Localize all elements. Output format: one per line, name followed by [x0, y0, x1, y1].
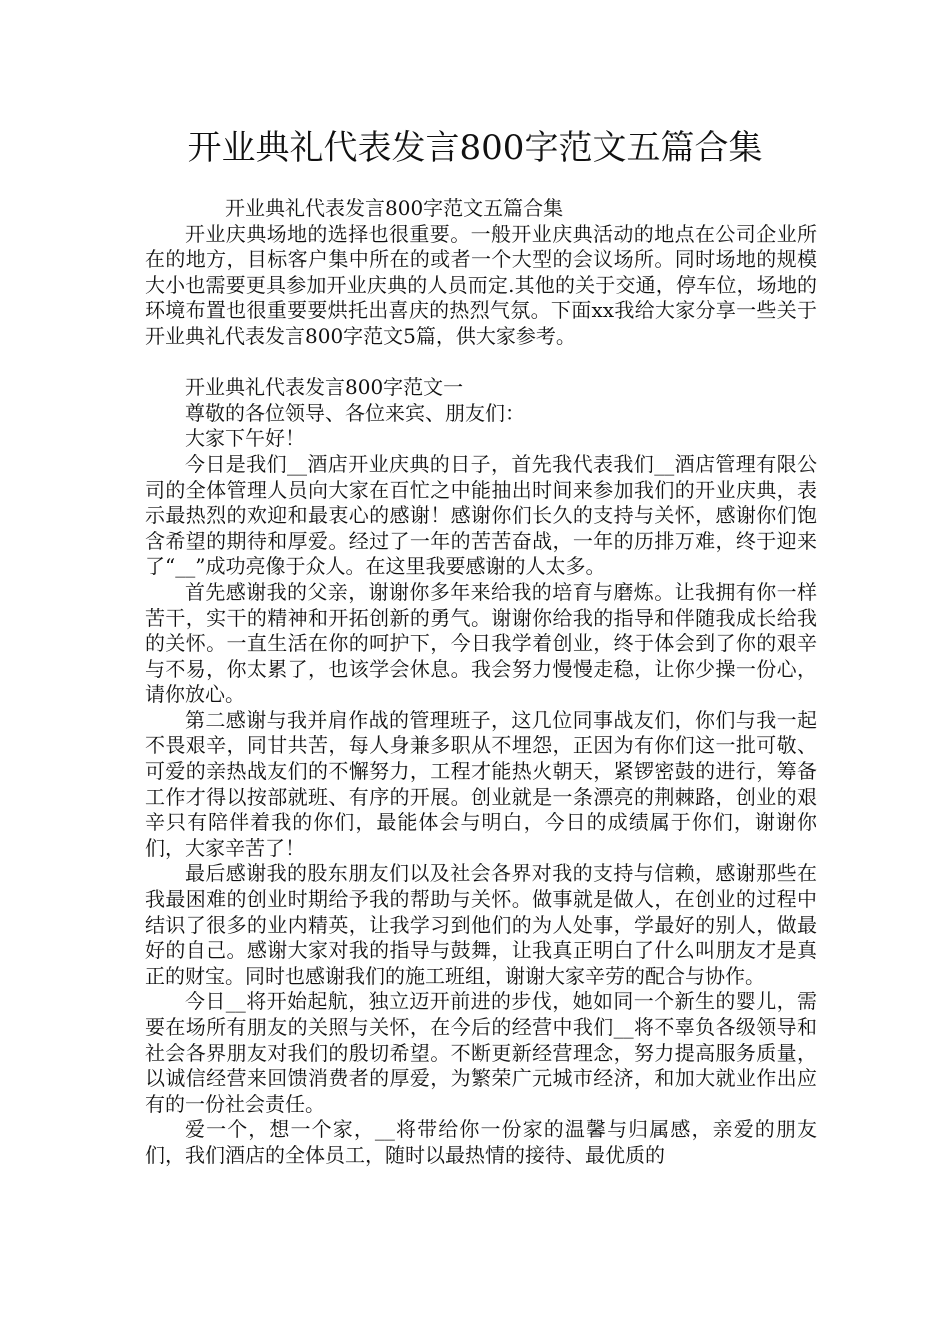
- document-subtitle: 开业典礼代表发言800字范文五篇合集: [225, 196, 564, 220]
- intro-paragraph: 开业庆典场地的选择也很重要。一般开业庆典活动的地点在公司企业所在的地方，目标客户集中所在的或者一个大型的会议场所。同时场地的规模大小也需要更具参加开业庆典的人员而定.其他的关于交通，停车位，场地的环境布置也很重要要烘托出喜庆的热烈气氛。下面xx我给大家分享一些关于开业典礼代表发言800字范文5篇，供大家参考。: [145, 221, 817, 348]
- body-paragraph: 最后感谢我的股东朋友们以及社会各界对我的支持与信赖，感谢那些在我最困难的创业时期给予我的帮助与关怀。做事就是做人，在创业的过程中结识了很多的业内精英，让我学习到他们的为人处事，学最好的别人，做最好的自己。感谢大家对我的指导与鼓舞，让我真正明白了什么叫朋友才是真正的财宝。同时也感谢我们的施工班组，谢谢大家辛劳的配合与协作。: [145, 861, 817, 988]
- body-paragraph: 爱一个，想一个家，__将带给你一份家的温馨与归属感，亲爱的朋友们，我们酒店的全体员工，随时以最热情的接待、最优质的: [145, 1117, 817, 1167]
- section-heading: 开业典礼代表发言800字范文一: [185, 375, 464, 400]
- salutation: 尊敬的各位领导、各位来宾、朋友们：: [185, 400, 525, 425]
- body-paragraph: 第二感谢与我并肩作战的管理班子，这几位同事战友们，你们与我一起不畏艰辛，同甘共苦，每人身兼多职从不埋怨，正因为有你们这一批可敬、可爱的亲热战友们的不懈努力，工程才能热火朝天，紧锣密鼓的进行，筹备工作才得以按部就班、有序的开展。创业就是一条漂亮的荆棘路，创业的艰辛只有陪伴着我的你们，最能体会与明白，今日的成绩属于你们，谢谢你们，大家辛苦了！: [145, 707, 817, 860]
- body-paragraph: 今日__将开始起航，独立迈开前进的步伐，她如同一个新生的婴儿，需要在场所有朋友的关照与关怀，在今后的经营中我们__将不辜负各级领导和社会各界朋友对我们的殷切希望。不断更新经营理念，努力提高服务质量，以诚信经营来回馈消费者的厚爱，为繁荣广元城市经济，和加大就业作出应有的一份社会责任。: [145, 989, 817, 1116]
- greeting: 大家下午好！: [185, 426, 305, 451]
- body-paragraph: 首先感谢我的父亲，谢谢你多年来给我的培育与磨炼。让我拥有你一样苦干，实干的精神和开拓创新的勇气。谢谢你给我的指导和伴随我成长给我的关怀。一直生活在你的呵护下，今日我学着创业，终于体会到了你的艰辛与不易，你太累了，也该学会休息。我会努力慢慢走稳，让你少操一份心，请你放心。: [145, 579, 817, 707]
- body-paragraph: 今日是我们__酒店开业庆典的日子，首先我代表我们__酒店管理有限公司的全体管理人员向大家在百忙之中能抽出时间来参加我们的开业庆典，表示最热烈的欢迎和最衷心的感谢！感谢你们长久的支持与关怀，感谢你们饱含希望的期待和厚爱。经过了一年的苦苦奋战，一年的历排万难，终于迎来了“__”成功亮像于众人。在这里我要感谢的人太多。: [145, 451, 817, 579]
- blank-line: [145, 350, 817, 376]
- document-title: 开业典礼代表发言800字范文五篇合集: [187, 128, 763, 168]
- document-body: [145, 196, 817, 1169]
